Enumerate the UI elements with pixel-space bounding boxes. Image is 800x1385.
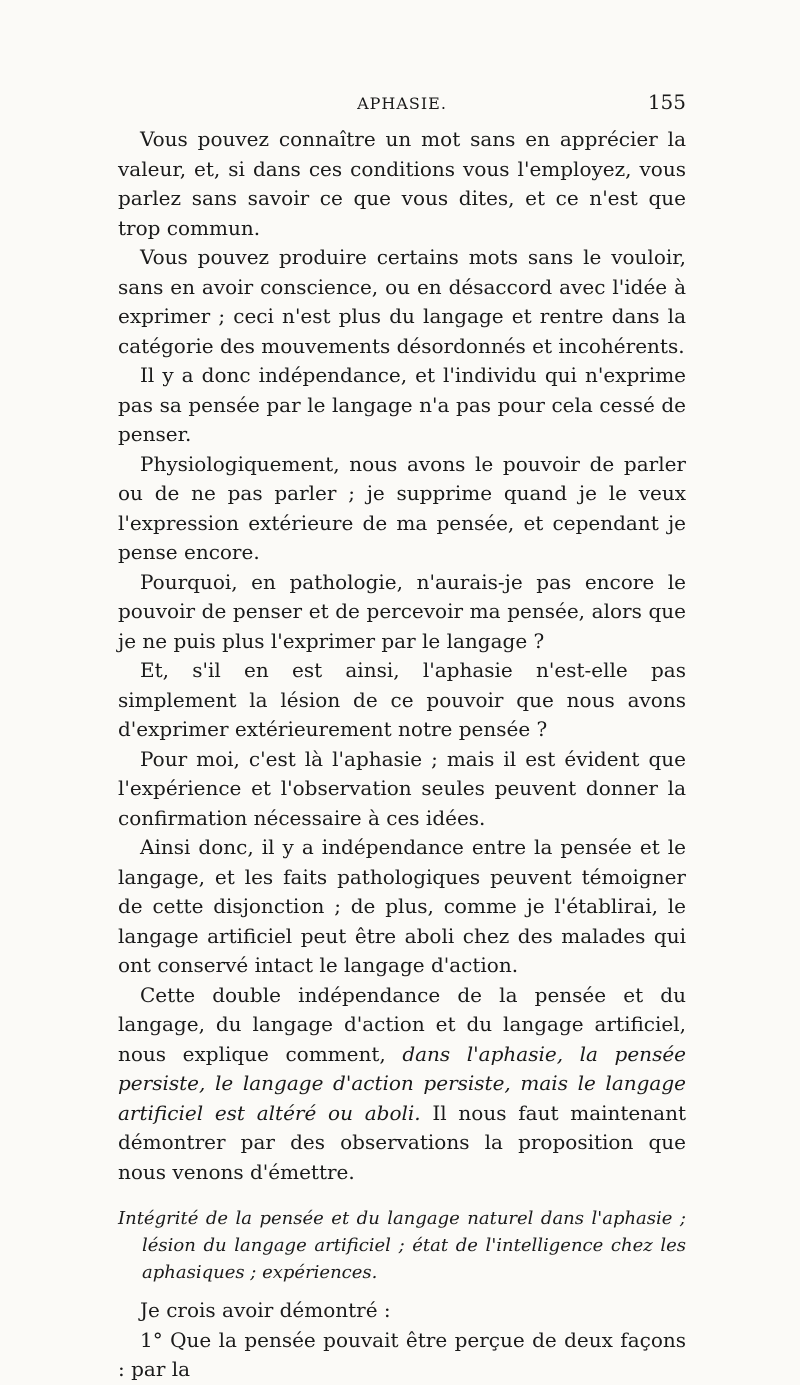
section-heading: Intégrité de la pensée et du langage naturel dans l'aphasie ; lésion du langage artificiel ; état de l'intelligence chez les aphasiques ; expériences. [118, 1208, 686, 1283]
running-head: APHASIE. [357, 94, 447, 113]
paragraph-7: Pour moi, c'est là l'aphasie ; mais il est évident que l'expérience et l'observation seules peuvent donner la confirmation nécessaire à ces idées. [118, 746, 686, 830]
paragraph-4: Physiologiquement, nous avons le pouvoir de parler ou de ne pas parler ; je supprime quand je le veux l'expression extérieure de ma pensée, et cependant je pense encore. [118, 451, 686, 564]
paragraph-1: Vous pouvez connaître un mot sans en apprécier la valeur, et, si dans ces conditions vous l'employez, vous parlez sans savoir ce que vous dites, et ce n'est que trop commun. [118, 127, 686, 240]
paragraph-9-end: Il nous faut maintenant démontrer par des observations la proposition que nous venons d'émettre. [118, 1100, 686, 1184]
paragraph-9-start: Cette double indépendance de la pensée et du langage, du langage d'action et du langage artificiel, nous explique comment, [118, 982, 686, 1066]
closing-line-2: 1° Que la pensée pouvait être perçue de deux façons : par la [118, 1327, 686, 1381]
paragraph-5: Pourquoi, en pathologie, n'aurais-je pas encore le pouvoir de penser et de percevoir ma pensée, alors que je ne puis plus l'exprimer par le langage ? [118, 569, 686, 653]
paragraph-3: Il y a donc indépendance, et l'individu qui n'exprime pas sa pensée par le langage n'a pas pour cela cessé de penser. [118, 363, 686, 446]
paragraph-6: Et, s'il en est ainsi, l'aphasie n'est-elle pas simplement la lésion de ce pouvoir que nous avons d'exprimer extérieurement notre pensée ? [118, 658, 686, 741]
paragraph-9-italic: dans l'aphasie, la pensée persiste, le langage d'action persiste, mais le langage artificiel est altéré ou aboli. [118, 1041, 686, 1125]
page-number: 155 [647, 90, 686, 114]
closing-line-1: Je crois avoir démontré : [140, 1298, 391, 1322]
page-body [118, 125, 686, 1385]
paragraph-2: Vous pouvez produire certains mots sans le vouloir, sans en avoir conscience, ou en désaccord avec l'idée à exprimer ; ceci n'est plus du langage et rentre dans la catégorie des mouvements désordonnés et incohérents. [118, 245, 686, 358]
paragraph-9 [118, 981, 686, 1188]
page-header [118, 90, 686, 120]
paragraph-8: Ainsi donc, il y a indépendance entre la pensée et le langage, et les faits pathologiques peuvent témoigner de cette disjonction ; de plus, comme je l'établirai, le langage artificiel peut être aboli chez des malades qui ont conservé intact le langage d'action. [118, 835, 686, 977]
